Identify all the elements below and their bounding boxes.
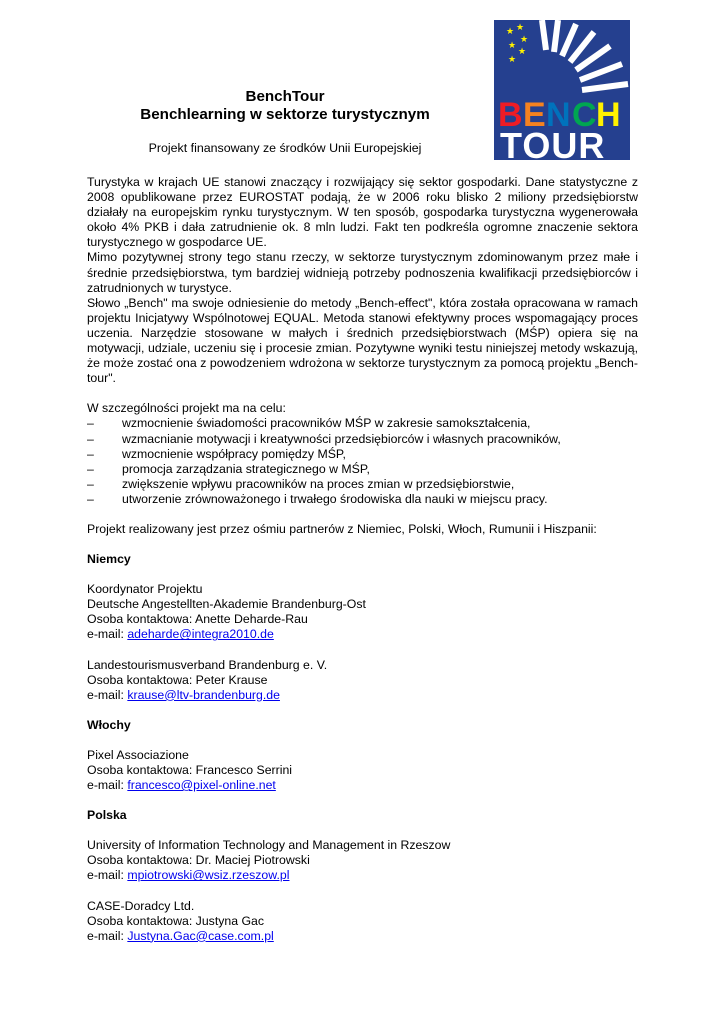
svg-text:★: ★ (518, 47, 527, 57)
logo-letter-b: B (498, 96, 523, 134)
logo-letter-c: C (572, 96, 597, 134)
partner-line: Osoba kontaktowa: Justyna Gac (87, 913, 265, 928)
list-item: – zwiększenie wpływu pracowników na proces zmian w przedsiębiorstwie, (87, 477, 638, 492)
partner-line: Osoba kontaktowa: Francesco Serrini (87, 763, 293, 777)
goals-heading: W szczególności projekt ma na celu: (87, 401, 286, 416)
list-item: – utworzenie zrównoważonego i trwałego środowiska dla nauki w miejscu pracy. (87, 492, 638, 507)
logo-letter-h: H (596, 96, 621, 134)
partner-line: CASE-Doradcy Ltd. (87, 898, 195, 913)
email-link[interactable]: francesco@pixel-online.net (127, 778, 276, 793)
list-item: – wzmacnianie motywacji i kreatywności przedsiębiorców i własnych pracowników, (87, 432, 638, 447)
benchtour-logo (494, 20, 630, 160)
list-item: – wzmocnienie współpracy pomiędzy MŚP, (87, 447, 638, 462)
email-link[interactable]: Justyna.Gac@case.com.pl (127, 928, 274, 943)
email-label: e-mail: (87, 627, 124, 642)
partner-line: Deutsche Angestellten-Akademie Brandenburg-Ost (87, 597, 366, 612)
email-line (87, 868, 638, 883)
logo-tour-word: TOUR (500, 125, 606, 160)
partner-line: University of Information Technology and Management in Rzeszow (87, 838, 451, 853)
partner-line: Osoba kontaktowa: Anette Deharde-Rau (87, 612, 308, 627)
partner-block (87, 658, 638, 703)
partners-intro: Projekt realizowany jest przez ośmiu partnerów z Niemiec, Polski, Włoch, Rumunii i Hiszpanii: (87, 521, 597, 536)
email-link[interactable]: adeharde@integra2010.de (127, 627, 274, 642)
document-subtitle-title: Benchlearning w sektorze turystycznym (140, 106, 430, 123)
email-line (87, 778, 638, 793)
country-heading-poland: Polska (87, 808, 127, 823)
intro-paragraph-2: Mimo pozytywnej strony tego stanu rzeczy, w sektorze turystycznym zdominowanym przez małe i średnie przedsiębiorstwa, tym bardziej widnieją potrzeby podnoszenia kwalifikacji przedsiębiorców i zatrudnionych w turystyce. (87, 250, 638, 295)
partner-line: Osoba kontaktowa: Peter Krause (87, 672, 268, 687)
svg-text:★: ★ (508, 41, 517, 51)
email-label: e-mail: (87, 778, 124, 793)
partner-block (87, 838, 638, 883)
email-label: e-mail: (87, 928, 124, 943)
document-title: BenchTour (245, 88, 325, 105)
funding-note: Projekt finansowany ze środków Unii Europejskiej (148, 141, 422, 155)
partner-line: Landestourismusverband Brandenburg e. V. (87, 657, 328, 672)
email-link[interactable]: krause@ltv-brandenburg.de (127, 687, 280, 702)
partner-line: Osoba kontaktowa: Dr. Maciej Piotrowski (87, 853, 310, 868)
partner-block (87, 899, 638, 944)
partner-line: Koordynator Projektu (87, 582, 203, 597)
email-label: e-mail: (87, 687, 124, 702)
email-line (87, 929, 638, 944)
country-heading-italy: Włochy (87, 717, 131, 732)
list-item: – promocja zarządzania strategicznego w MŚP, (87, 462, 638, 477)
svg-text:★: ★ (520, 35, 529, 45)
partner-block (87, 582, 638, 642)
svg-text:★: ★ (508, 55, 517, 65)
intro-paragraph-1: Turystyka w krajach UE stanowi znaczący i rozwijający się sektor gospodarki. Dane statystyczne z 2008 opublikowane przez EUROSTAT podają, że w 2006 roku blisko 2 miliony przedsiębiorstw działały na europejskim rynku turystycznym. W ten sposób, gospodarka turystyczna wygenerowała około 4% PKB i dała zatrudnienie ok. 8 mln ludzi. Fakt ten podkreśla ogromne znaczenie sektora turystycznego w gospodarce UE. (87, 175, 638, 250)
goals-list (87, 416, 638, 507)
logo-letter-n: N (546, 96, 571, 134)
email-link[interactable]: mpiotrowski@wsiz.rzeszow.pl (127, 868, 290, 883)
logo-letter-e: E (523, 96, 546, 134)
email-label: e-mail: (87, 868, 124, 883)
email-line (87, 627, 638, 642)
intro-paragraph-3: Słowo „Bench" ma swoje odniesienie do metody „Bench-effect", która została opracowana w ramach projektu Inicjatywy Wspólnotowej EQUAL. Metoda stanowi efektywny proces wspomagający proces uczenia. Narzędzie stosowane w małych i średnich przedsiębiorstwach (MŚP) opiera się na motywacji, udziale, uczeniu się i procesie zmian. Pozytywne wyniki testu niniejszej metody wskazują, że może zostać ona z powodzeniem wdrożona w sektorze turystycznym za pomocą projektu „Bench-tour". (87, 295, 638, 386)
document-body (87, 175, 638, 944)
partner-block (87, 748, 638, 793)
svg-text:★: ★ (516, 23, 525, 33)
document-header (86, 88, 484, 155)
svg-text:★: ★ (506, 27, 515, 37)
partner-line: Pixel Associazione (87, 747, 189, 762)
email-line (87, 688, 638, 703)
list-item: – wzmocnienie świadomości pracowników MŚP w zakresie samokształcenia, (87, 416, 638, 431)
country-heading-germany: Niemcy (87, 552, 131, 567)
